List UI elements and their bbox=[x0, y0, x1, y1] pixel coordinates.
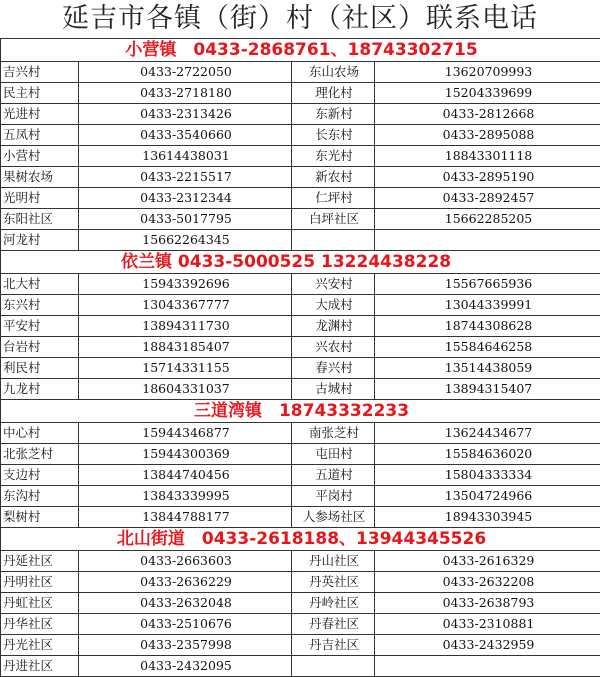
village-name: 人参场社区 bbox=[292, 507, 375, 528]
village-name: 丹华社区 bbox=[1, 614, 79, 635]
phone-number: 15662285205 bbox=[375, 209, 600, 230]
village-name: 支边村 bbox=[1, 465, 79, 486]
phone-number: 18843185407 bbox=[79, 337, 292, 358]
phone-number: 18843301118 bbox=[375, 146, 600, 167]
phone-number: 0433-5017795 bbox=[79, 209, 292, 230]
village-name: 南张芝村 bbox=[292, 423, 375, 444]
table-row bbox=[1, 62, 600, 83]
village-name: 东兴村 bbox=[1, 295, 79, 316]
table-row bbox=[1, 209, 600, 230]
phone-number: 13614438031 bbox=[79, 146, 292, 167]
village-name: 东新村 bbox=[292, 104, 375, 125]
village-name: 屯田村 bbox=[292, 444, 375, 465]
village-name: 五凤村 bbox=[1, 125, 79, 146]
phone-number: 13620709993 bbox=[375, 62, 600, 83]
table-row bbox=[1, 444, 600, 465]
village-name: 北张芝村 bbox=[1, 444, 79, 465]
village-name: 丹明社区 bbox=[1, 572, 79, 593]
phone-number: 13514438059 bbox=[375, 358, 600, 379]
village-name: 大成村 bbox=[292, 295, 375, 316]
section-heading: 小营镇 0433-2868761、18743302715 bbox=[1, 39, 600, 62]
village-name: 光进村 bbox=[1, 104, 79, 125]
section-heading-row bbox=[1, 39, 600, 62]
phone-number: 0433-2632048 bbox=[79, 593, 292, 614]
village-name: 东光村 bbox=[292, 146, 375, 167]
phone-number: 15943392696 bbox=[79, 274, 292, 295]
village-name: 兴安村 bbox=[292, 274, 375, 295]
phone-number: 0433-2722050 bbox=[79, 62, 292, 83]
village-name: 中心村 bbox=[1, 423, 79, 444]
phone-number: 0433-2812668 bbox=[375, 104, 600, 125]
phone-number: 0433-2632208 bbox=[375, 572, 600, 593]
village-name: 丹英社区 bbox=[292, 572, 375, 593]
contact-table bbox=[0, 38, 600, 677]
table-row bbox=[1, 295, 600, 316]
phone-number: 15204339699 bbox=[375, 83, 600, 104]
phone-number: 0433-2895190 bbox=[375, 167, 600, 188]
table-row bbox=[1, 635, 600, 656]
table-row bbox=[1, 465, 600, 486]
village-name: 梨树村 bbox=[1, 507, 79, 528]
table-row bbox=[1, 358, 600, 379]
phone-number: 0433-2638793 bbox=[375, 593, 600, 614]
phone-number: 0433-2616329 bbox=[375, 551, 600, 572]
phone-number: 0433-2215517 bbox=[79, 167, 292, 188]
phone-number: 0433-2357998 bbox=[79, 635, 292, 656]
village-name: 龙渊村 bbox=[292, 316, 375, 337]
phone-number: 18604331037 bbox=[79, 379, 292, 400]
village-name: 五道村 bbox=[292, 465, 375, 486]
phone-number: 0433-2432095 bbox=[79, 656, 292, 677]
phone-number: 13624434677 bbox=[375, 423, 600, 444]
village-name: 丹延社区 bbox=[1, 551, 79, 572]
village-name: 利民村 bbox=[1, 358, 79, 379]
section-heading: 依兰镇 0433-5000525 13224438228 bbox=[1, 251, 600, 274]
table-row bbox=[1, 486, 600, 507]
phone-number: 0433-3540660 bbox=[79, 125, 292, 146]
phone-number: 15662264345 bbox=[79, 230, 292, 251]
village-name: 兴农村 bbox=[292, 337, 375, 358]
phone-number bbox=[375, 656, 600, 677]
table-row bbox=[1, 551, 600, 572]
phone-number: 18943303945 bbox=[375, 507, 600, 528]
table-row bbox=[1, 507, 600, 528]
table-row bbox=[1, 104, 600, 125]
phone-number: 0433-2895088 bbox=[375, 125, 600, 146]
table-row bbox=[1, 337, 600, 358]
village-name: 光明村 bbox=[1, 188, 79, 209]
phone-number: 13044339991 bbox=[375, 295, 600, 316]
table-row bbox=[1, 188, 600, 209]
phone-number: 15584636020 bbox=[375, 444, 600, 465]
table-row bbox=[1, 146, 600, 167]
village-name: 果树农场 bbox=[1, 167, 79, 188]
village-name: 丹春社区 bbox=[292, 614, 375, 635]
village-name: 北大村 bbox=[1, 274, 79, 295]
village-name bbox=[292, 230, 375, 251]
table-row bbox=[1, 274, 600, 295]
village-name: 丹虹社区 bbox=[1, 593, 79, 614]
page-title: 延吉市各镇（街）村（社区）联系电话 bbox=[0, 0, 600, 38]
phone-number: 13844740456 bbox=[79, 465, 292, 486]
village-name: 丹吉社区 bbox=[292, 635, 375, 656]
phone-number: 18744308628 bbox=[375, 316, 600, 337]
village-name: 长东村 bbox=[292, 125, 375, 146]
phone-number: 13894311730 bbox=[79, 316, 292, 337]
village-name: 东山农场 bbox=[292, 62, 375, 83]
phone-number: 0433-2636229 bbox=[79, 572, 292, 593]
phone-number: 0433-2313426 bbox=[79, 104, 292, 125]
phone-number: 15804333334 bbox=[375, 465, 600, 486]
village-name: 古城村 bbox=[292, 379, 375, 400]
phone-number: 15584646258 bbox=[375, 337, 600, 358]
table-row bbox=[1, 316, 600, 337]
village-name: 东沟村 bbox=[1, 486, 79, 507]
phone-number: 15714331155 bbox=[79, 358, 292, 379]
section-heading-row bbox=[1, 400, 600, 423]
phone-number: 15567665936 bbox=[375, 274, 600, 295]
phone-number: 0433-2310881 bbox=[375, 614, 600, 635]
table-row bbox=[1, 125, 600, 146]
village-name: 仁坪村 bbox=[292, 188, 375, 209]
village-name: 吉兴村 bbox=[1, 62, 79, 83]
village-name: 平安村 bbox=[1, 316, 79, 337]
village-name: 小营村 bbox=[1, 146, 79, 167]
table-row bbox=[1, 423, 600, 444]
phone-number: 0433-2312344 bbox=[79, 188, 292, 209]
table-row bbox=[1, 572, 600, 593]
village-name: 新农村 bbox=[292, 167, 375, 188]
village-name: 东阳社区 bbox=[1, 209, 79, 230]
phone-number: 13843339995 bbox=[79, 486, 292, 507]
section-heading: 北山街道 0433-2618188、13944345526 bbox=[1, 528, 600, 551]
phone-number: 13894315407 bbox=[375, 379, 600, 400]
table-row bbox=[1, 167, 600, 188]
contact-table-body bbox=[1, 39, 600, 677]
phone-number: 13043367777 bbox=[79, 295, 292, 316]
village-name: 丹岭社区 bbox=[292, 593, 375, 614]
phone-number: 13504724966 bbox=[375, 486, 600, 507]
village-name: 白坪社区 bbox=[292, 209, 375, 230]
village-name: 平岗村 bbox=[292, 486, 375, 507]
village-name: 丹进社区 bbox=[1, 656, 79, 677]
village-name bbox=[292, 656, 375, 677]
section-heading-row bbox=[1, 528, 600, 551]
phone-number: 15944300369 bbox=[79, 444, 292, 465]
village-name: 台岩村 bbox=[1, 337, 79, 358]
phone-number: 0433-2432959 bbox=[375, 635, 600, 656]
section-heading: 三道湾镇 18743332233 bbox=[1, 400, 600, 423]
phone-number: 0433-2892457 bbox=[375, 188, 600, 209]
village-name: 九龙村 bbox=[1, 379, 79, 400]
village-name: 民主村 bbox=[1, 83, 79, 104]
phone-number: 0433-2510676 bbox=[79, 614, 292, 635]
phone-number: 0433-2663603 bbox=[79, 551, 292, 572]
village-name: 理化村 bbox=[292, 83, 375, 104]
table-row bbox=[1, 230, 600, 251]
table-row bbox=[1, 83, 600, 104]
phone-number: 13844788177 bbox=[79, 507, 292, 528]
village-name: 春兴村 bbox=[292, 358, 375, 379]
table-row bbox=[1, 656, 600, 677]
phone-number: 0433-2718180 bbox=[79, 83, 292, 104]
village-name: 河龙村 bbox=[1, 230, 79, 251]
table-row bbox=[1, 614, 600, 635]
phone-number bbox=[375, 230, 600, 251]
village-name: 丹山社区 bbox=[292, 551, 375, 572]
section-heading-row bbox=[1, 251, 600, 274]
phone-number: 15944346877 bbox=[79, 423, 292, 444]
village-name: 丹光社区 bbox=[1, 635, 79, 656]
table-row bbox=[1, 593, 600, 614]
table-row bbox=[1, 379, 600, 400]
